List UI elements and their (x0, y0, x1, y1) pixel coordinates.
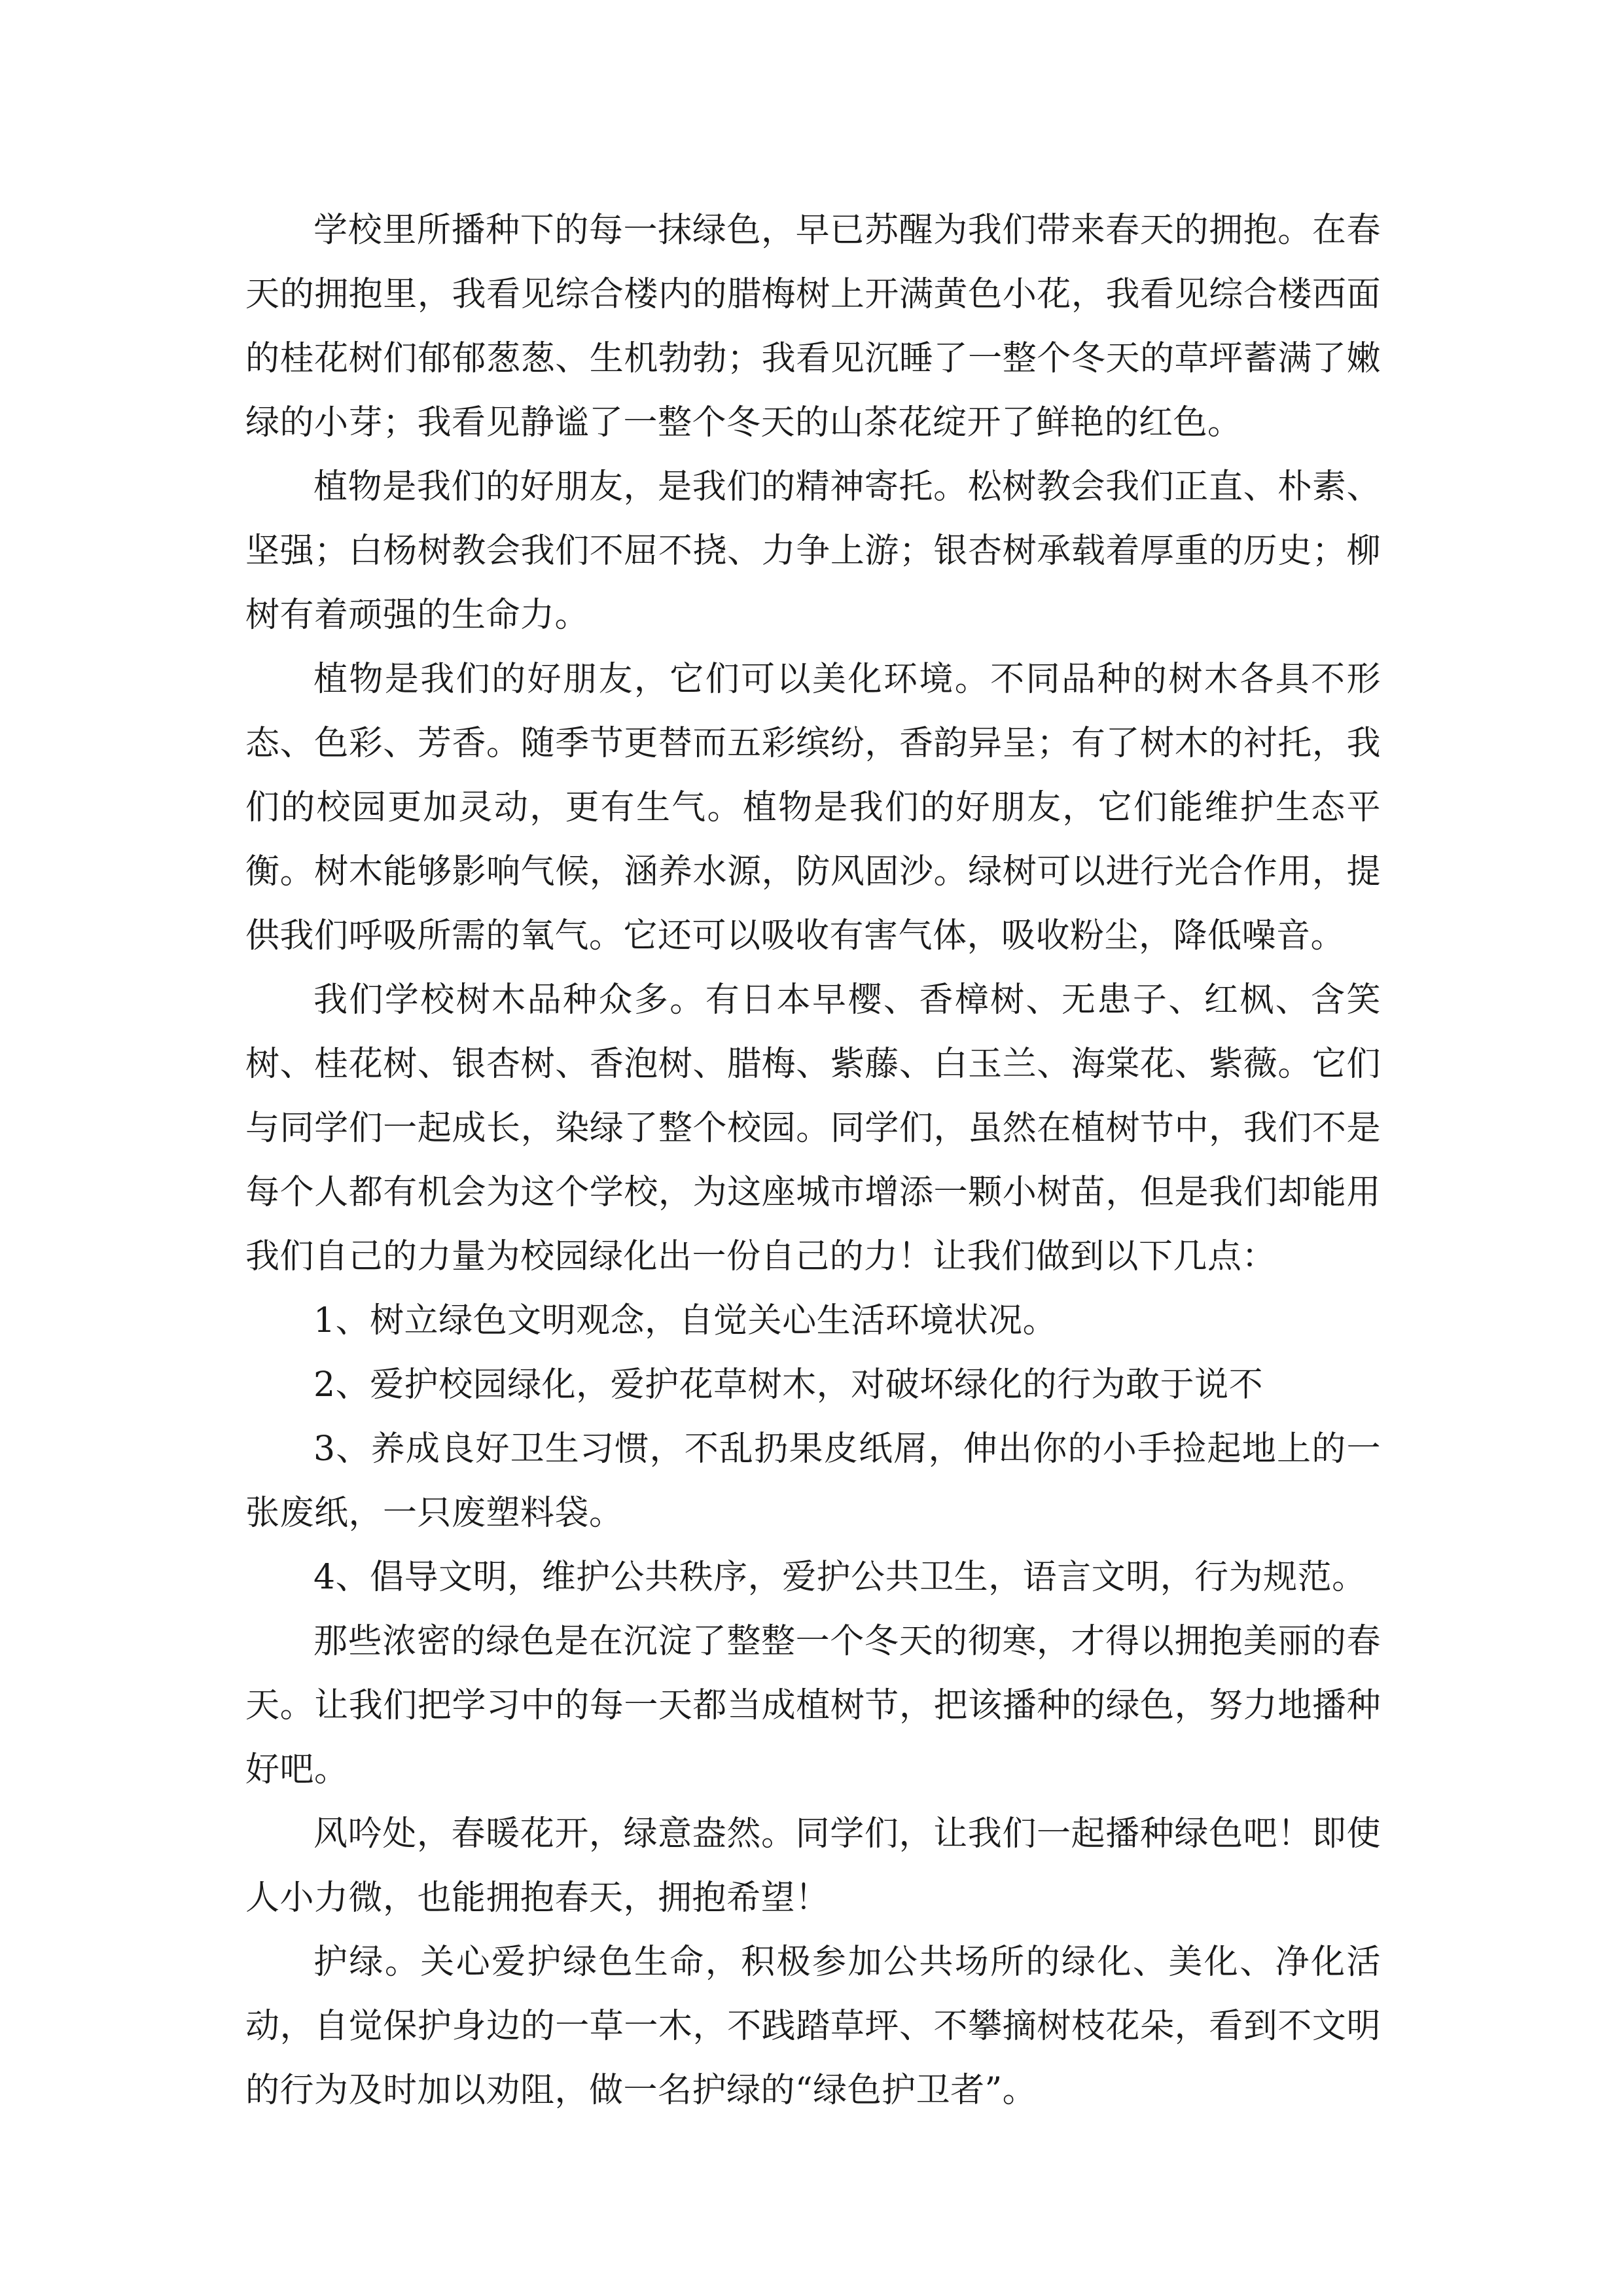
list-item-1: 1、树立绿色文明观念，自觉关心生活环境状况。 (313, 1301, 1058, 1340)
list-item-3: 3、养成良好卫生习惯，不乱扔果皮纸屑，伸出你的小手捡起地上的一张废纸，一只废塑料袋。 (245, 1429, 1381, 1533)
paragraph-spiritual-support: 植物是我们的好朋友，是我们的精神寄托。松树教会我们正直、朴素、坚强；白杨树教会我们不屈不挠、力争上游；银杏树承载着厚重的历史；柳树有着顽强的生命力。 (245, 467, 1381, 635)
paragraph-dense-green: 那些浓密的绿色是在沉淀了整整一个冬天的彻寒，才得以拥抱美丽的春天。让我们把学习中的每一天都当成植树节，把该播种的绿色，努力地播种好吧。 (245, 1622, 1381, 1789)
paragraph-school-trees: 我们学校树木品种众多。有日本早樱、香樟树、无患子、红枫、含笑树、桂花树、银杏树、香泡树、腊梅、紫藤、白玉兰、海棠花、紫薇。它们与同学们一起成长，染绿了整个校园。同学们，虽然在植树节中，我们不是每个人都有机会为这个学校，为这座城市增添一颗小树苗，但是我们却能用我们自己的力量为校园绿化出一份自己的力！让我们做到以下几点： (245, 980, 1381, 1276)
paragraph-spring-breeze: 风吟处，春暖花开，绿意盎然。同学们，让我们一起播种绿色吧！即使人小力微，也能拥抱春天，拥抱希望！ (245, 1814, 1381, 1918)
paragraph-beautify-environment: 植物是我们的好朋友，它们可以美化环境。不同品种的树木各具不形态、色彩、芳香。随季节更替而五彩缤纷，香韵异呈；有了树木的衬托，我们的校园更加灵动，更有生气。植物是我们的好朋友，它们能维护生态平衡。树木能够影响气候，涵养水源，防风固沙。绿树可以进行光合作用，提供我们呼吸所需的氧气。它还可以吸收有害气体，吸收粉尘，降低噪音。 (245, 660, 1381, 956)
paragraph-protect-green: 护绿。关心爱护绿色生命，积极参加公共场所的绿化、美化、净化活动，自觉保护身边的一草一木，不践踏草坪、不攀摘树枝花朵，看到不文明的行为及时加以劝阻，做一名护绿的“绿色护卫者”。 (245, 1943, 1381, 2110)
list-item-4: 4、倡导文明，维护公共秩序，爱护公共卫生，语言文明，行为规范。 (313, 1558, 1366, 1597)
paragraph-spring-embrace: 学校里所播种下的每一抹绿色，早已苏醒为我们带来春天的拥抱。在春天的拥抱里，我看见综合楼内的腊梅树上开满黄色小花，我看见综合楼西面的桂花树们郁郁葱葱、生机勃勃；我看见沉睡了一整个冬天的草坪蓄满了嫩绿的小芽；我看见静谧了一整个冬天的山茶花绽开了鲜艳的红色。 (245, 211, 1381, 442)
document-body (245, 198, 1381, 2123)
list-item-2: 2、爱护校园绿化，爱护花草树木，对破坏绿化的行为敢于说不 (313, 1365, 1264, 1405)
